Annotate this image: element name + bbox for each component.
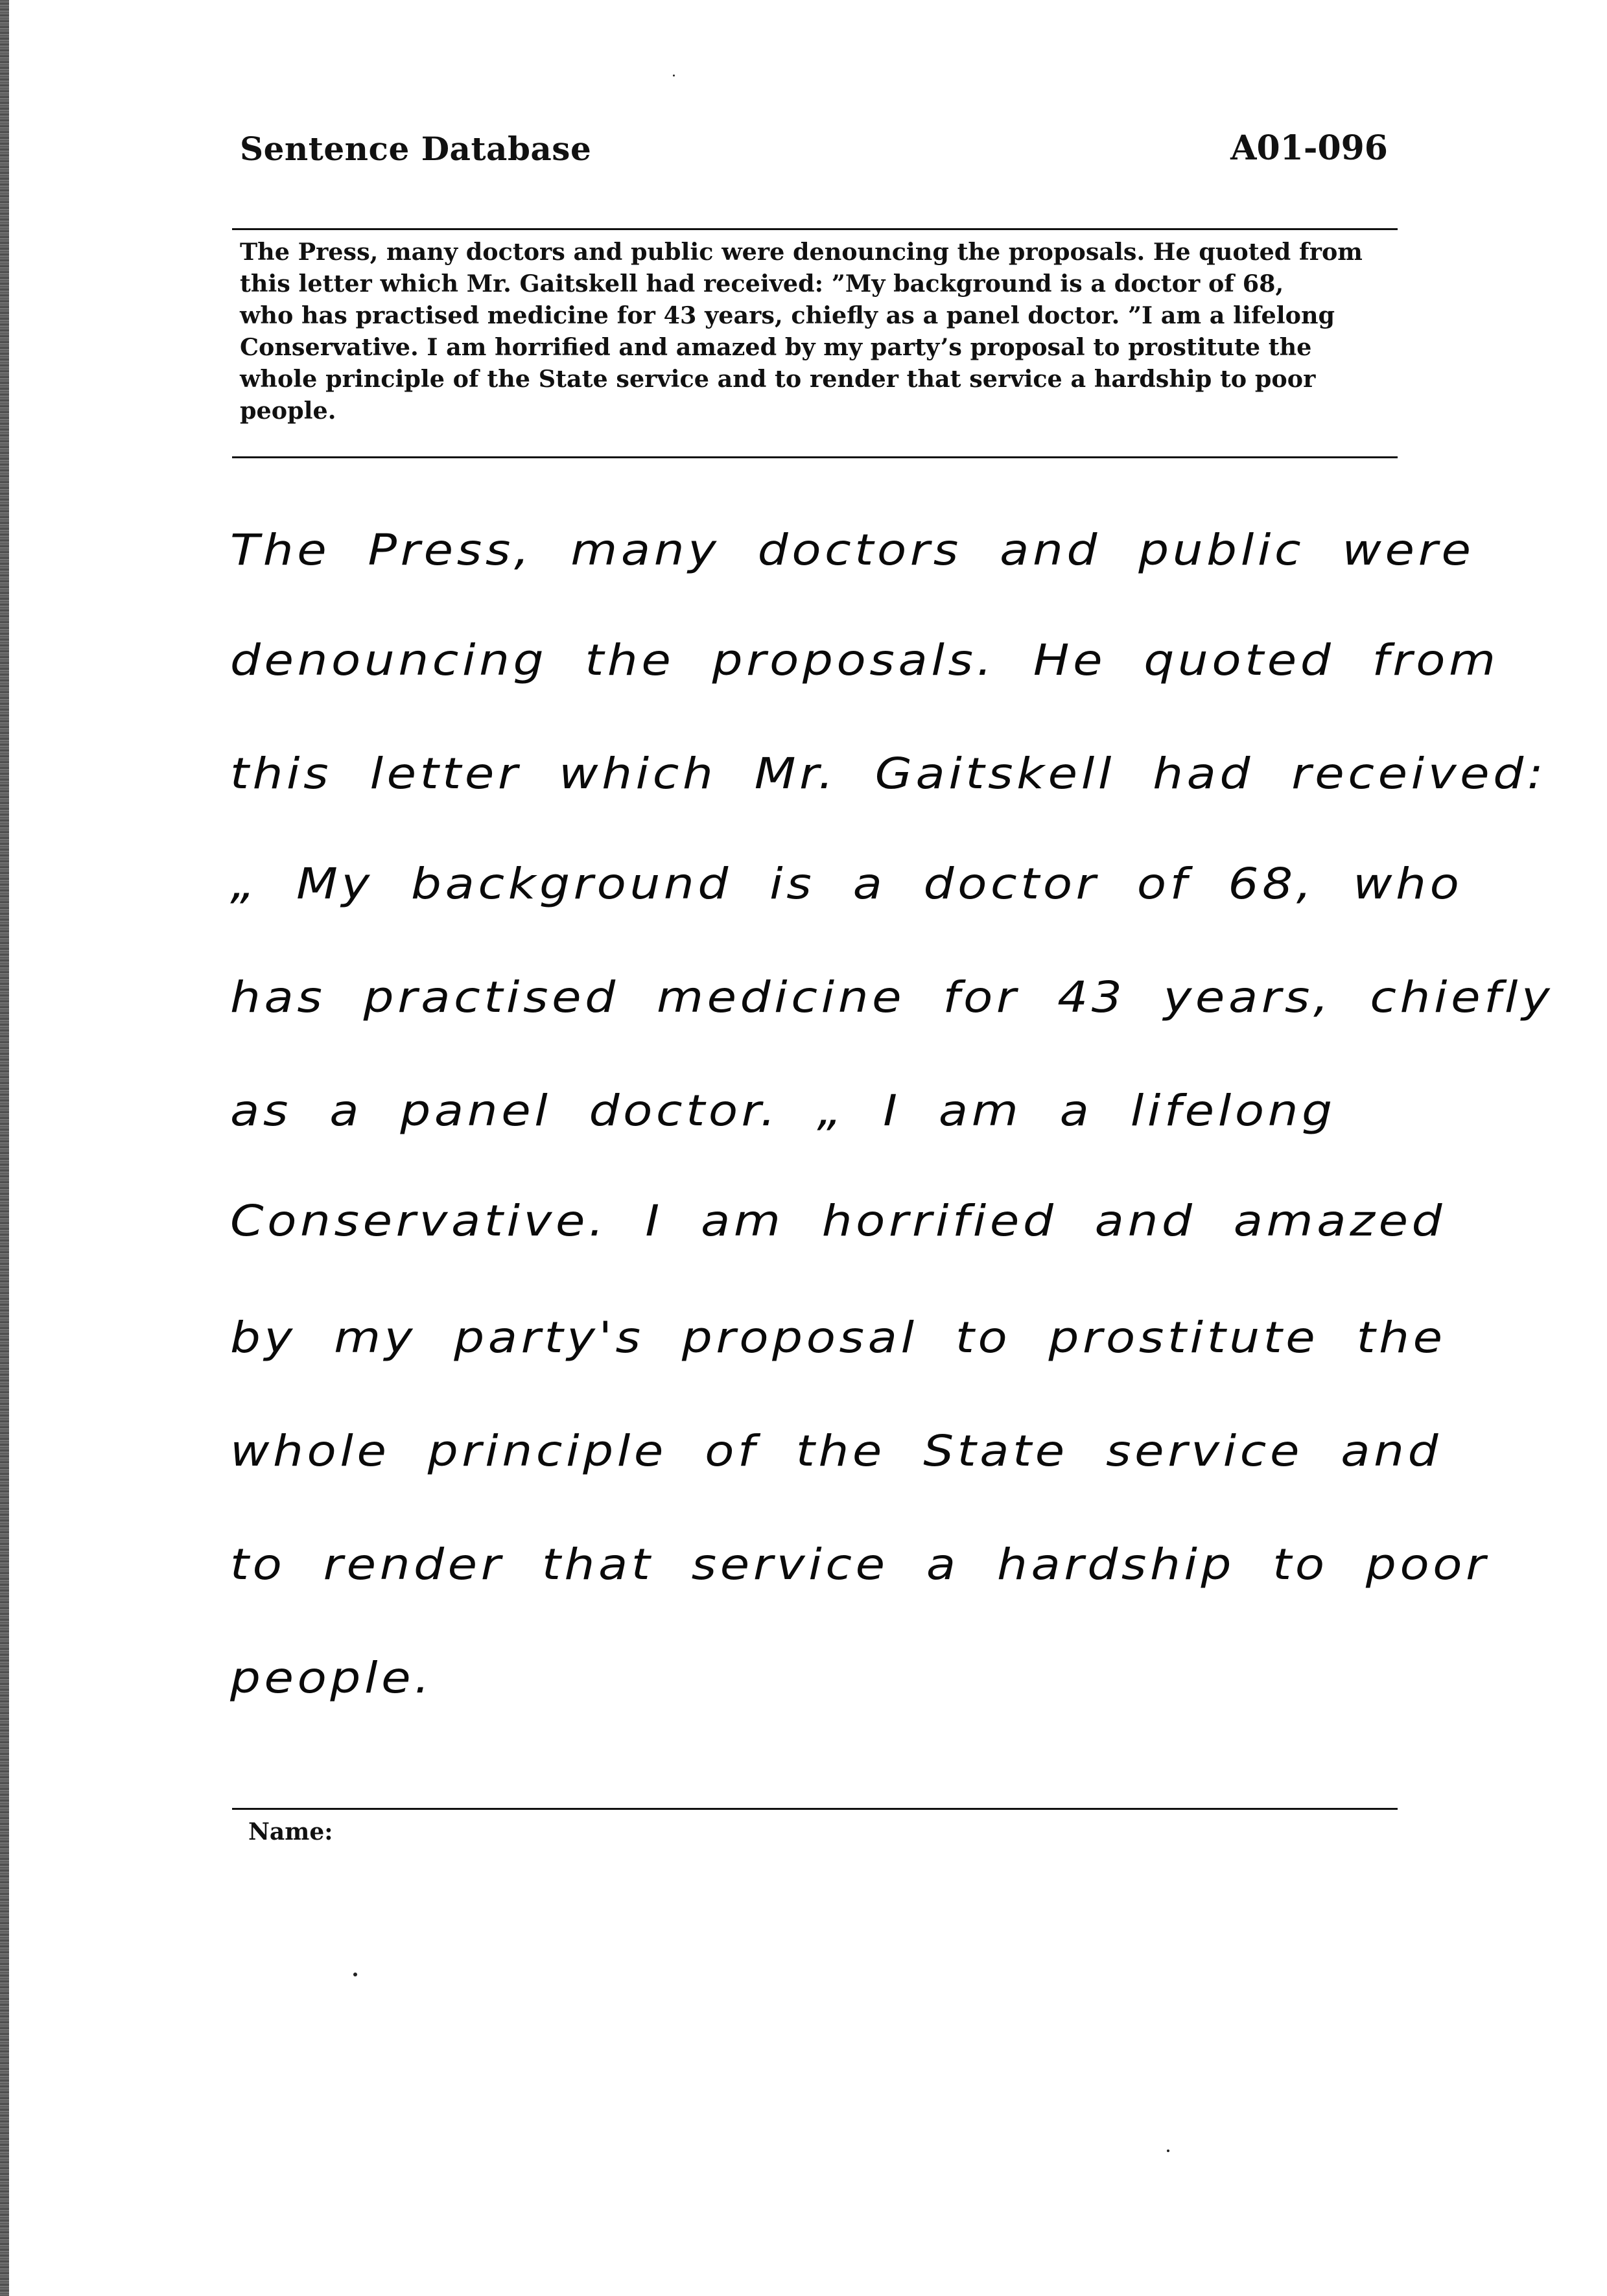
handwritten-line: by my party's proposal to prostitute the	[230, 1313, 1446, 1363]
handwritten-line: whole principle of the State service and	[230, 1426, 1442, 1476]
handwritten-line: has practised medicine for 43 years, chiefly	[230, 972, 1554, 1022]
handwritten-line: this letter which Mr. Gaitskell had received:	[230, 749, 1547, 799]
typed-line: who has practised medicine for 43 years, chiefly as a panel doctor. ”I am a lifelong	[240, 301, 1335, 329]
middle-rule	[232, 456, 1398, 458]
handwritten-line: The Press, many doctors and public were	[230, 525, 1475, 575]
handwritten-line: „ My background is a doctor of 68, who	[230, 859, 1463, 909]
handwritten-line: people.	[230, 1653, 434, 1703]
typed-prompt-text	[240, 236, 1389, 427]
handwritten-line: Conservative. I am horrified and amazed	[230, 1196, 1446, 1246]
typed-line: people.	[240, 397, 336, 425]
handwritten-line: to render that service a hardship to poor	[230, 1540, 1490, 1589]
name-label: Name:	[248, 1818, 333, 1845]
top-rule	[232, 228, 1398, 230]
scan-speck	[673, 75, 675, 76]
typed-line: Conservative. I am horrified and amazed by my party’s proposal to prostitute the	[240, 333, 1312, 361]
scan-speck	[1167, 2150, 1169, 2152]
typed-line: this letter which Mr. Gaitskell had received: ”My background is a doctor of 68,	[240, 270, 1284, 298]
bottom-rule	[232, 1808, 1398, 1810]
handwritten-line: as a panel doctor. „ I am a lifelong	[230, 1086, 1336, 1136]
scan-edge-artifact	[0, 0, 9, 2296]
typed-line: whole principle of the State service and to render that service a hardship to poor	[240, 365, 1316, 393]
scan-speck	[353, 1973, 357, 1976]
handwritten-line: denouncing the proposals. He quoted from	[230, 635, 1499, 685]
form-title: Sentence Database	[240, 130, 592, 168]
form-id: A01-096	[1230, 128, 1388, 168]
typed-line: The Press, many doctors and public were denouncing the proposals. He quoted from	[240, 238, 1363, 266]
